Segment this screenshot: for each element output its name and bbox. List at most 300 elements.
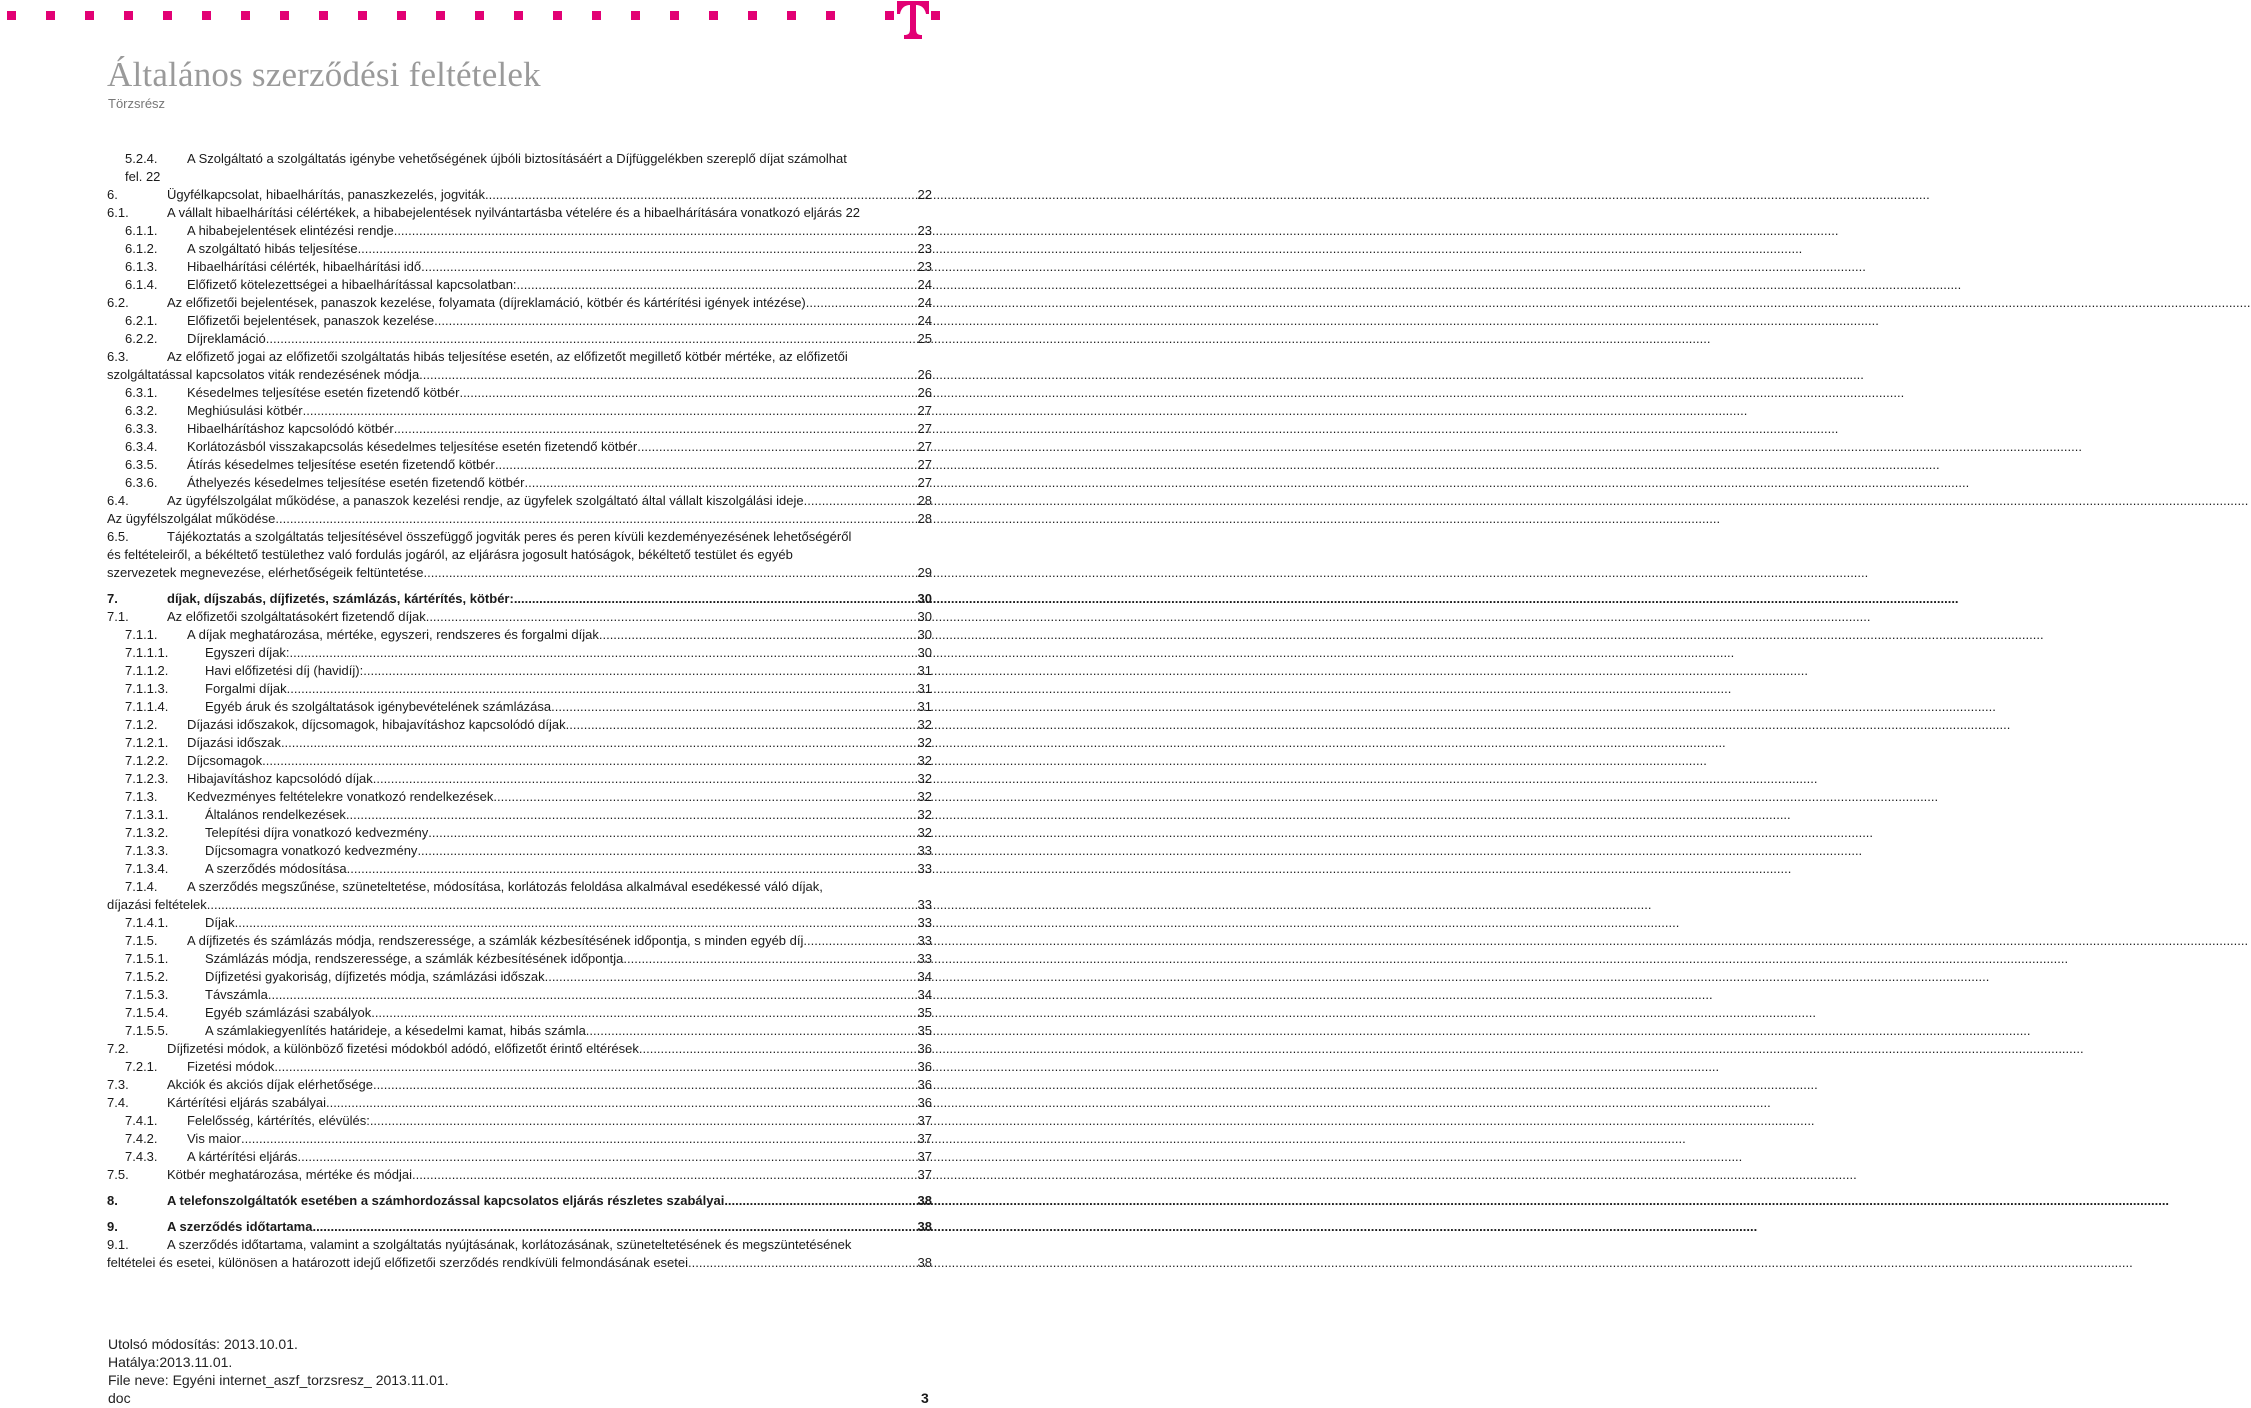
brand-dot [475,11,484,20]
toc-entry-page: 32 [917,789,932,804]
toc-leader-dots [545,968,918,986]
toc-entry-number: 6.1.4. [125,277,158,292]
toc-leader-dots [275,510,917,528]
toc-entry-number: 6.3.1. [125,385,158,400]
table-of-contents [107,150,932,1272]
toc-entry-title: Fizetési módok [187,1059,275,1074]
toc-entry-number: 7.1.1.1. [125,645,169,660]
brand-dot [553,11,562,20]
toc-leader-dots [623,950,917,968]
document-title: Általános szerződési feltételek [107,55,541,94]
toc-leader-dots [495,456,918,474]
toc-entry-title: Késedelmes teljesítése esetén fizetendő kötbér [187,385,460,400]
toc-entry-number: 7.1.5. [125,933,158,948]
toc-leader-dots [290,644,918,662]
toc-leader-dots [421,258,917,276]
toc-leader-dots [639,1040,918,1058]
toc-entry-title: Ügyfélkapcsolat, hibaelhárítás, panaszkezelés, jogviták [167,187,485,202]
toc-entry[interactable] [107,968,932,986]
toc-entry[interactable] [107,860,932,878]
toc-entry-title: Hibajavításhoz kapcsolódó díjak [187,771,373,786]
toc-entry-title: Az ügyfélszolgálat működése, a panaszok kezelési rendje, az ügyfelek szolgáltató által vállalt kiszolgálási ideje [167,493,804,508]
toc-entry[interactable] [107,150,932,186]
toc-entry[interactable] [107,1076,932,1094]
page-footer [108,1335,449,1407]
toc-entry-page: 32 [917,807,932,822]
toc-entry-title: Díjreklamáció [187,331,266,346]
toc-entry-line [107,1040,932,1058]
toc-entry-line [107,312,932,330]
toc-entry[interactable] [107,716,932,734]
toc-entry-line [107,186,932,204]
toc-entry-number: 6.5. [107,529,129,544]
toc-entry-page: 36 [917,1077,932,1092]
toc-entry[interactable] [107,626,932,644]
toc-entry-line [107,914,932,932]
toc-entry-title: Átírás késedelmes teljesítése esetén fizetendő kötbér [187,457,495,472]
toc-entry[interactable] [107,950,932,968]
toc-entry-page: 30 [917,645,932,660]
toc-entry-title: Forgalmi díjak [205,681,287,696]
toc-entry[interactable] [107,276,932,294]
toc-leader-dots [412,1166,918,1184]
toc-leader-dots [551,698,917,716]
toc-leader-dots [434,312,917,330]
toc-entry-line [107,1130,932,1148]
toc-entry-title: A kártérítési eljárás [187,1149,298,1164]
toc-entry-title: Hibaelhárításhoz kapcsolódó kötbér [187,421,394,436]
toc-entry-title: Vis maior [187,1131,241,1146]
toc-leader-dots [428,824,917,842]
toc-entry-line [107,950,932,968]
toc-entry-title: díjak, díjszabás, díjfizetés, számlázás, kártérítés, kötbér: [167,591,514,606]
toc-entry-line [107,1076,932,1094]
toc-entry-page: 38 [917,1219,932,1234]
toc-entry[interactable] [107,1130,932,1148]
toc-entry-page: 35 [917,1005,932,1020]
toc-entry-title: Egyéb számlázási szabályok [205,1005,372,1020]
toc-entry[interactable] [107,258,932,276]
toc-entry[interactable] [107,1040,932,1058]
toc-entry-number: 7.3. [107,1077,129,1092]
toc-leader-dots [346,806,918,824]
toc-entry-number: 7.1.1.4. [125,699,169,714]
toc-entry-line [107,608,932,626]
toc-entry-line [107,438,932,456]
toc-leader-dots [326,1094,918,1112]
toc-entry-number: 7.1.5.5. [125,1023,169,1038]
toc-leader-dots [524,474,917,492]
toc-entry-number: 7.1.4. [125,879,158,894]
toc-entry[interactable] [107,348,932,384]
toc-entry[interactable] [107,1022,932,1040]
brand-dot [514,11,523,20]
toc-entry-title: A szerződés módosítása [205,861,347,876]
brand-dot [592,11,601,20]
footer-modified-date: Utolsó módosítás: 2013.10.01. [108,1336,298,1352]
toc-entry-number: 7.1.1. [125,627,158,642]
toc-entry-line [107,510,932,528]
toc-entry-page: 29 [917,565,932,580]
toc-entry-line [107,1148,932,1166]
toc-entry[interactable] [107,806,932,824]
toc-entry[interactable] [107,456,932,474]
toc-entry-number: 7.4.1. [125,1113,158,1128]
toc-leader-dots [373,770,918,788]
toc-entry[interactable] [107,438,932,456]
toc-entry-title: Hibaelhárítási célérték, hibaelhárítási idő [187,259,422,274]
toc-entry-number: 7.1. [107,609,129,624]
toc-entry[interactable] [107,240,932,258]
toc-entry-page: 30 [917,591,932,606]
toc-entry-page: 27 [917,457,932,472]
toc-leader-dots [803,932,917,950]
telekom-t-logo-icon [885,0,945,40]
toc-leader-dots [394,222,918,240]
toc-entry-line [107,590,932,608]
toc-entry-page: 32 [917,717,932,732]
toc-leader-dots [586,1022,918,1040]
toc-entry-number: 7.5. [107,1167,129,1182]
toc-entry-page: 37 [917,1131,932,1146]
brand-dot [46,11,55,20]
toc-entry-number: 7.1.2. [125,717,158,732]
brand-dot [787,11,796,20]
brand-dot [748,11,757,20]
toc-entry[interactable] [107,680,932,698]
toc-entry-title: A telefonszolgáltatók esetében a számhordozással kapcsolatos eljárás részletes szabályai [167,1193,725,1208]
toc-entry-title: Díjcsomagok [187,753,263,768]
toc-entry-line [107,492,932,510]
toc-entry-title-continued: és feltételeiről, a békéltető testülethez való fordulás jogáról, az eljárásra jogosult hatóságok, békéltető testület és egyéb [107,547,793,562]
toc-entry-number: 6.3.4. [125,439,158,454]
toc-entry-page: 33 [917,915,932,930]
toc-entry-title-continued: feltételei és esetei, különösen a határozott idejű előfizetői szerződés rendkívüli felmondásának esetei [107,1255,689,1270]
toc-entry[interactable] [107,914,932,932]
toc-entry[interactable] [107,752,932,770]
toc-entry[interactable] [107,384,932,402]
toc-entry-line [107,1236,932,1254]
toc-entry-number: 6.3.2. [125,403,158,418]
toc-entry-line [107,294,932,312]
toc-entry[interactable] [107,662,932,680]
toc-entry-title: Díjazási időszakok, díjcsomagok, hibajavításhoz kapcsolódó díjak [187,717,566,732]
toc-entry[interactable] [107,644,932,662]
toc-entry-title: A hibabejelentések elintézési rendje [187,223,394,238]
toc-leader-dots [363,662,917,680]
toc-entry-line [107,842,932,860]
toc-entry[interactable] [107,986,932,1004]
toc-entry-number: 6.1.1. [125,223,158,238]
toc-entry-title: Díjfizetési módok, a különböző fizetési módokból adódó, előfizetőt érintő eltérések [167,1041,639,1056]
toc-entry-page: 28 [917,511,932,526]
toc-entry-title: A szerződés megszűnése, szüneteltetése, módosítása, korlátozás feloldása alkalmával esedékessé váló díjak, [187,879,823,894]
toc-leader-dots [287,680,918,698]
toc-entry-title: Egyszeri díjak: [205,645,290,660]
toc-entry-line [107,1022,932,1040]
toc-entry[interactable] [107,312,932,330]
toc-entry-page: 27 [917,421,932,436]
toc-leader-dots [241,1130,918,1148]
toc-leader-dots [370,1112,918,1130]
toc-entry-title: Díjak [205,915,235,930]
toc-entry[interactable] [107,590,932,608]
toc-entry-title: Számlázás módja, rendszeressége, a számlák kézbesítésének időpontja [205,951,624,966]
toc-entry-line [107,716,932,734]
toc-entry-line [107,644,932,662]
toc-entry-number: 6.2.1. [125,313,158,328]
toc-entry[interactable] [107,510,932,528]
toc-entry[interactable] [107,474,932,492]
toc-entry[interactable] [107,420,932,438]
toc-entry[interactable] [107,932,932,950]
toc-entry-page: 33 [917,843,932,858]
toc-spacer [107,1210,932,1218]
brand-dot [85,11,94,20]
toc-entry-title: Az ügyfélszolgálat működése [107,511,276,526]
toc-entry-number: 6.1.2. [125,241,158,256]
toc-entry[interactable] [107,1148,932,1166]
toc-entry-line [107,968,932,986]
toc-leader-dots [517,276,918,294]
toc-entry[interactable] [107,1166,932,1184]
toc-entry[interactable] [107,492,932,510]
toc-entry-number: 7.4.2. [125,1131,158,1146]
toc-entry[interactable] [107,878,932,914]
toc-entry-page: 34 [917,969,932,984]
toc-entry-line [107,1218,932,1236]
document-subtitle: Törzsrész [108,96,166,111]
toc-entry[interactable] [107,204,932,222]
toc-entry-title-continued: díjazási feltételek [107,897,207,912]
brand-dot [709,11,718,20]
toc-entry-number: 7.1.5.4. [125,1005,169,1020]
toc-entry[interactable] [107,528,932,582]
toc-spacer [107,1184,932,1192]
toc-entry-number: 7.1.2.1. [125,735,169,750]
toc-entry-number: 5.2.4. [125,151,158,166]
toc-entry-page: 27 [917,403,932,418]
toc-entry-title-continued: szolgáltatással kapcsolatos viták rendezésének módja [107,367,420,382]
toc-entry[interactable] [107,824,932,842]
toc-entry-page: 34 [917,987,932,1002]
toc-entry-title: A szolgáltató hibás teljesítése [187,241,358,256]
toc-entry-line [107,1004,932,1022]
toc-entry[interactable] [107,330,932,348]
toc-entry[interactable] [107,402,932,420]
toc-leader-dots [373,1076,918,1094]
toc-entry[interactable] [107,294,932,312]
toc-leader-dots [268,986,918,1004]
toc-entry-page: 33 [917,897,932,912]
toc-entry[interactable] [107,770,932,788]
toc-entry[interactable] [107,698,932,716]
toc-entry-number: 7.1.2.3. [125,771,169,786]
toc-leader-dots [274,1058,917,1076]
footer-file-extension: doc [108,1390,131,1406]
toc-leader-dots [358,240,918,258]
toc-entry-title: Akciók és akciós díjak elérhetősége [167,1077,373,1092]
toc-entry[interactable] [107,1004,932,1022]
toc-entry-line [107,1094,932,1112]
brand-header-bar [0,0,960,40]
toc-entry-title: Tájékoztatás a szolgáltatás teljesítésével összefüggő jogviták peres és peren kívüli kezdeményezésének lehetőségéről [167,529,852,544]
toc-leader-dots [371,1004,917,1022]
toc-entry-page: 32 [917,825,932,840]
toc-entry-page: 32 [917,735,932,750]
toc-entry[interactable] [107,1058,932,1076]
toc-entry-number: 7.2. [107,1041,129,1056]
toc-entry-number: 9. [107,1219,118,1234]
toc-entry-number: 6.3.6. [125,475,158,490]
footer-effective-date: Hatálya:2013.11.01. [108,1354,233,1370]
toc-entry-number: 7.1.3.2. [125,825,169,840]
toc-entry-number: 7.4.3. [125,1149,158,1164]
toc-entry-line [107,546,932,564]
toc-entry-page: 33 [917,951,932,966]
toc-entry-page: 38 [917,1193,932,1208]
toc-entry-title: Telepítési díjra vonatkozó kedvezmény [205,825,429,840]
toc-entry-number: 6. [107,187,118,202]
toc-leader-dots [347,860,918,878]
brand-dot [280,11,289,20]
toc-entry-title: Korlátozásból visszakapcsolás késedelmes teljesítése esetén fizetendő kötbér [187,439,638,454]
toc-entry-number: 6.3. [107,349,129,364]
toc-entry-title: Meghiúsulási kötbér [187,403,303,418]
toc-entry-number: 7.1.1.3. [125,681,169,696]
toc-entry-line [107,734,932,752]
toc-entry-line [107,1254,932,1272]
toc-entry-page: 23 [917,259,932,274]
toc-entry-title: Előfizető kötelezettségei a hibaelhárítással kapcsolatban: [187,277,517,292]
toc-entry[interactable] [107,1112,932,1130]
toc-entry-line [107,878,932,896]
toc-entry-page: 37 [917,1113,932,1128]
toc-entry-line [107,330,932,348]
brand-dot [436,11,445,20]
toc-entry-page: 36 [917,1059,932,1074]
toc-entry-title: A vállalt hibaelhárítási célértékek, a hibabejelentések nyilvántartásba vételére és a hibaelhárítására vonatkozó eljárás 22 [167,205,861,220]
toc-entry-number: 7.1.3.3. [125,843,169,858]
toc-leader-dots [514,590,918,608]
toc-entry-line [107,626,932,644]
toc-entry-page: 31 [917,663,932,678]
toc-entry-line [107,528,932,546]
toc-entry-page: 36 [917,1041,932,1056]
toc-entry-page: 27 [917,439,932,454]
toc-entry-line [107,896,932,914]
toc-leader-dots [266,330,918,348]
toc-entry[interactable] [107,1236,932,1272]
toc-leader-dots [485,186,918,204]
toc-entry-line [107,366,932,384]
toc-entry-page: 35 [917,1023,932,1038]
toc-entry[interactable] [107,788,932,806]
brand-dot [631,11,640,20]
toc-entry-number: 6.4. [107,493,129,508]
toc-entry-title: Az előfizetői szolgáltatásokért fizetendő díjak [167,609,426,624]
toc-leader-dots [303,402,918,420]
toc-entry-number: 6.1. [107,205,129,220]
brand-dot [163,11,172,20]
brand-dot [670,11,679,20]
toc-leader-dots [417,842,917,860]
toc-entry-line [107,456,932,474]
toc-entry-title: A Szolgáltató a szolgáltatás igénybe vehetőségének újbóli biztosításáért a Díjfüggelékben szereplő díjat számolhat [187,151,847,166]
toc-leader-dots [424,564,918,582]
page-number: 3 [921,1390,929,1406]
toc-entry-title: Egyéb áruk és szolgáltatások igénybevételének számlázása [205,699,552,714]
toc-entry-page: 23 [917,241,932,256]
toc-entry-page: 36 [917,1095,932,1110]
toc-entry-line [107,168,932,186]
toc-entry-title: Áthelyezés késedelmes teljesítése esetén fizetendő kötbér [187,475,525,490]
toc-entry-line [107,222,932,240]
toc-entry[interactable] [107,734,932,752]
toc-leader-dots [262,752,917,770]
toc-entry-line [107,564,932,582]
toc-entry-title: Az előfizetői bejelentések, panaszok kezelése, folyamata (díjreklamáció, kötbér és kártérítési igények intézése) [167,295,806,310]
toc-entry[interactable] [107,222,932,240]
toc-entry-line [107,680,932,698]
toc-leader-dots [298,1148,918,1166]
toc-entry[interactable] [107,1192,932,1210]
toc-entry-number: 7.1.3. [125,789,158,804]
toc-leader-dots [281,734,918,752]
toc-entry-number: 7.4. [107,1095,129,1110]
toc-entry-number: 7.1.5.3. [125,987,169,1002]
toc-entry-line [107,204,932,222]
toc-entry-number: 7.1.4.1. [125,915,169,930]
toc-entry-number: 8. [107,1193,118,1208]
toc-entry[interactable] [107,1218,932,1236]
toc-entry-title: Az előfizető jogai az előfizetői szolgáltatás hibás teljesítése esetén, az előfizetőt megillető kötbér mértéke, az előfizetői [167,349,848,364]
toc-entry[interactable] [107,842,932,860]
footer-filename: File neve: Egyéni internet_aszf_torzsresz_ 2013.11.01. [108,1372,449,1388]
toc-entry-line [107,348,932,366]
toc-entry-number: 7.1.5.2. [125,969,169,984]
toc-leader-dots [724,1192,917,1210]
toc-leader-dots [459,384,917,402]
toc-leader-dots [235,914,918,932]
toc-leader-dots [426,608,918,626]
toc-entry-title: Általános rendelkezések [205,807,346,822]
toc-entry-line [107,824,932,842]
toc-entry-page: 30 [917,609,932,624]
toc-leader-dots [419,366,917,384]
toc-entry-page: 24 [917,277,932,292]
toc-entry-page: 37 [917,1149,932,1164]
toc-entry-number: 6.2. [107,295,129,310]
toc-entry-number: 9.1. [107,1237,129,1252]
toc-entry-page: 33 [917,861,932,876]
toc-entry-number: 6.1.3. [125,259,158,274]
brand-dot [202,11,211,20]
toc-entry-page: 38 [917,1255,932,1270]
toc-entry-title: Díjazási időszak [187,735,281,750]
toc-entry-title: Havi előfizetési díj (havidíj): [205,663,364,678]
toc-entry-line [107,770,932,788]
toc-entry[interactable] [107,608,932,626]
toc-entry-title: A számlakiegyenlítés határideje, a késedelmi kamat, hibás számla [205,1023,586,1038]
toc-entry-line [107,240,932,258]
toc-entry-page: 30 [917,627,932,642]
toc-entry[interactable] [107,186,932,204]
toc-entry[interactable] [107,1094,932,1112]
toc-entry-page: 27 [917,475,932,490]
toc-entry-page: 31 [917,699,932,714]
toc-entry-title: Távszámla [205,987,268,1002]
